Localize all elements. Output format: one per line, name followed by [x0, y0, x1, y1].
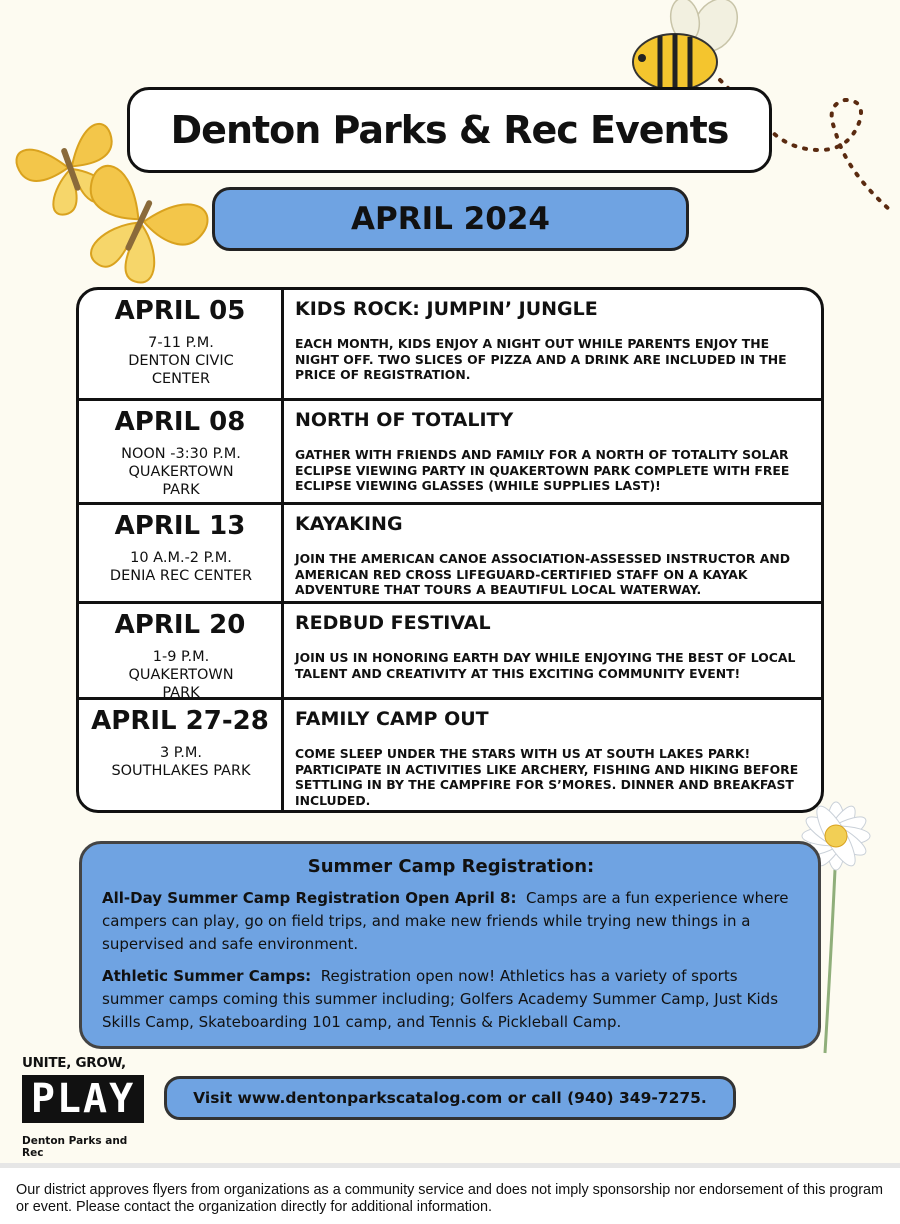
- event-time-location: 3 P.M. SOUTHLAKES PARK: [111, 745, 251, 779]
- event-row-2: [79, 398, 821, 505]
- summer-camp-heading: Summer Camp Registration:: [307, 856, 595, 877]
- month-banner: [212, 187, 689, 251]
- event-description: GATHER WITH FRIENDS AND FAMILY FOR A NORTH OF TOTALITY SOLAR ECLIPSE VIEWING PARTY IN QUAKERTOWN PARK COMPLETE WITH FREE ECLIPSE VIEWING GLASSES (WHILE SUPPLIES LAST)!: [295, 447, 790, 493]
- camp-item-athletic: [102, 965, 800, 1034]
- event-title: FAMILY CAMP OUT: [295, 708, 489, 730]
- event-time-location: 1-9 P.M. QUAKERTOWN PARK: [128, 649, 234, 701]
- event-date: APRIL 05: [114, 296, 246, 326]
- denton-parks-logo: [18, 1053, 148, 1159]
- column-divider: [281, 290, 284, 398]
- camp-item-label: Athletic Summer Camps:: [102, 967, 312, 985]
- page-title: Denton Parks & Rec Events: [170, 108, 729, 152]
- butterfly-large-icon: [64, 160, 214, 290]
- camp-item-label: All-Day Summer Camp Registration Open April 8:: [102, 889, 517, 907]
- event-row-4: [79, 601, 821, 700]
- event-title: REDBUD FESTIVAL: [295, 612, 491, 634]
- event-description: JOIN THE AMERICAN CANOE ASSOCIATION-ASSESSED INSTRUCTOR AND AMERICAN RED CROSS LIFEGUARD-CERTIFIED STAFF ON A KAYAK ADVENTURE THAT TOURS A BEAUTIFUL LOCAL WATERWAY.: [295, 551, 790, 597]
- event-description: COME SLEEP UNDER THE STARS WITH US AT SOUTH LAKES PARK! PARTICIPATE IN ACTIVITIES LIKE ARCHERY, FISHING AND HIKING BEFORE SETTLING IN BY THE CAMPFIRE FOR S’MORES. DINNER AND BREAKFAST INCLUDED.: [295, 746, 799, 808]
- logo-org-name: Denton Parks and Rec: [22, 1135, 128, 1159]
- event-date: APRIL 27-28: [91, 706, 269, 736]
- column-divider: [281, 505, 284, 604]
- logo-tagline: UNITE, GROW,: [22, 1055, 126, 1071]
- event-time-location: 7-11 P.M. DENTON CIVIC CENTER: [128, 335, 234, 387]
- event-date: APRIL 20: [114, 610, 246, 640]
- event-title: NORTH OF TOTALITY: [295, 409, 514, 431]
- event-row-1: [79, 290, 821, 398]
- event-description: JOIN US IN HONORING EARTH DAY WHILE ENJOYING THE BEST OF LOCAL TALENT AND CREATIVITY AT THIS EXCITING COMMUNITY EVENT!: [295, 650, 796, 681]
- event-time-location: NOON -3:30 P.M. QUAKERTOWN PARK: [121, 446, 241, 498]
- camp-item-all-day: [102, 887, 800, 956]
- contact-banner: [164, 1076, 736, 1120]
- event-row-3: [79, 502, 821, 604]
- event-title: KIDS ROCK: JUMPIN’ JUNGLE: [295, 298, 598, 320]
- disclaimer-text: Our district approves flyers from organizations as a community service and does not imply sponsorship nor endorsement of this program or event. Please contact the organization directly for additional information.: [16, 1182, 884, 1215]
- summer-camp-panel: [79, 841, 821, 1049]
- contact-text: Visit www.dentonparkscatalog.com or call (940) 349-7275.: [193, 1089, 707, 1107]
- event-time-location: 10 A.M.-2 P.M. DENIA REC CENTER: [109, 550, 253, 584]
- event-title: KAYAKING: [295, 513, 403, 535]
- events-table: [76, 287, 824, 813]
- title-banner: [127, 87, 772, 173]
- camp-item-text: Registration open now! Athletics has a variety of sports summer camps coming this summer including; Golfers Academy Summer Camp, Just Kids Skills Camp, Skateboarding 101 camp, and Tennis & Pickleball Camp.: [102, 967, 779, 1031]
- column-divider: [281, 604, 284, 700]
- column-divider: [281, 401, 284, 505]
- event-date: APRIL 13: [114, 511, 246, 541]
- month-label: APRIL 2024: [351, 201, 550, 237]
- column-divider: [281, 700, 284, 813]
- logo-wordmark: PLAY: [22, 1075, 144, 1123]
- event-row-5: [79, 697, 821, 813]
- event-description: EACH MONTH, KIDS ENJOY A NIGHT OUT WHILE PARENTS ENJOY THE NIGHT OFF. TWO SLICES OF PIZZA AND A DRINK ARE INCLUDED IN THE PRICE OF REGISTRATION.: [295, 336, 787, 382]
- footer-disclaimer: [0, 1163, 900, 1224]
- camp-item-text: Camps are a fun experience where campers can play, go on field trips, and make new friends while trying new things in a supervised and safe environment.: [102, 889, 789, 953]
- event-date: APRIL 08: [114, 407, 246, 437]
